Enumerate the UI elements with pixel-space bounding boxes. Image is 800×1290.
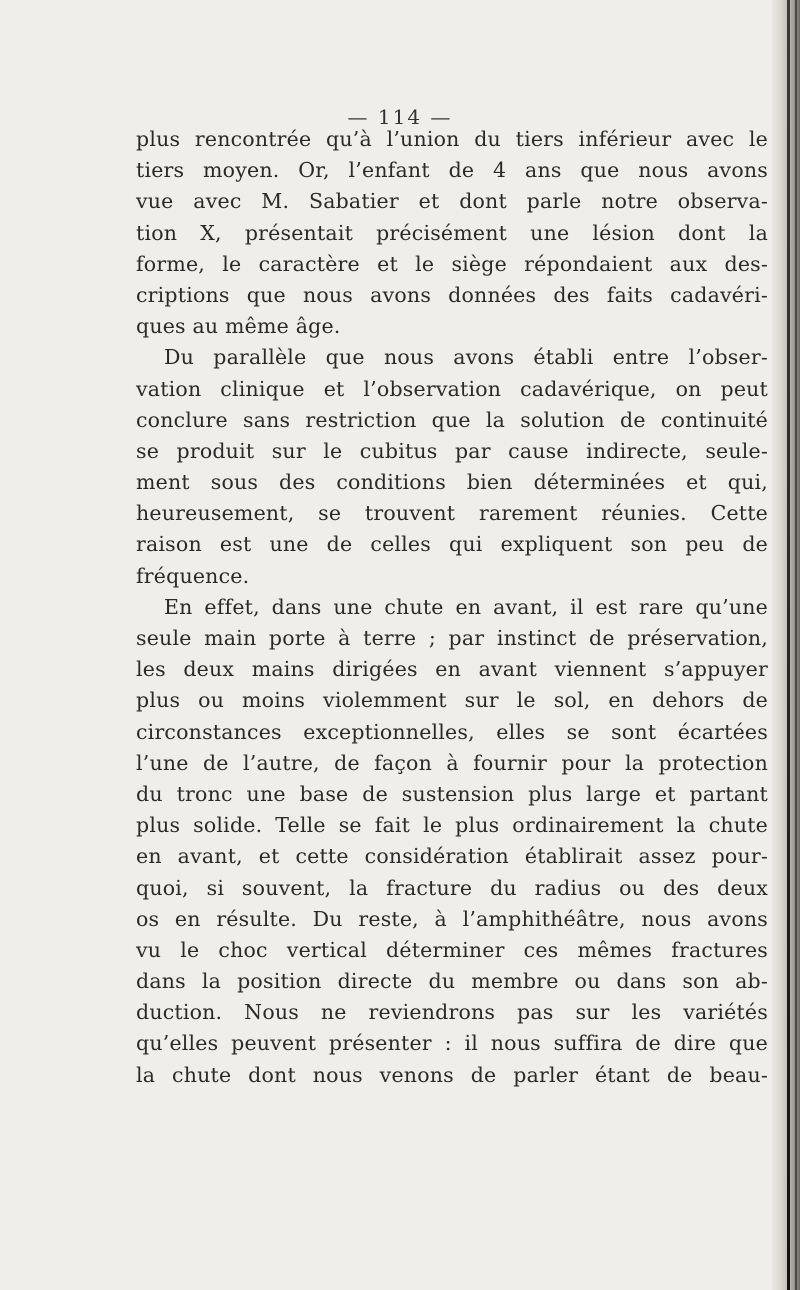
text-line: raison est une de celles qui expliquent son peu de [136, 532, 768, 557]
text-line: plus ou moins violemment sur le sol, en dehors de [136, 688, 768, 713]
text-line: forme, le caractère et le siège répondaient aux des- [136, 251, 768, 276]
binding-edge-line-outer [795, 0, 797, 1290]
text-line: criptions que nous avons données des faits cadavéri- [136, 282, 768, 307]
text-line: ment sous des conditions bien déterminées et qui, [136, 470, 768, 495]
text-line: fréquence. [136, 563, 250, 588]
text-line: plus solide. Telle se fait le plus ordinairement la chute [136, 813, 768, 838]
text-line: dans la position directe du membre ou dans son ab- [136, 969, 768, 994]
body-text [136, 124, 768, 1091]
text-line: Du parallèle que nous avons établi entre l’obser- [164, 345, 768, 370]
text-line: quoi, si souvent, la fracture du radius ou des deux [136, 875, 768, 900]
text-line: heureusement, se trouvent rarement réunies. Cette [136, 501, 768, 526]
text-line: tiers moyen. Or, l’enfant de 4 ans que nous avons [136, 158, 768, 183]
text-line: vu le choc vertical déterminer ces mêmes fractures [136, 937, 768, 962]
text-line: l’une de l’autre, de façon à fournir pour la protection [136, 750, 768, 775]
text-line: duction. Nous ne reviendrons pas sur les variétés [136, 1000, 768, 1025]
text-line: ques au même âge. [136, 314, 341, 339]
page-number: — 114 — [347, 105, 453, 129]
text-line: qu’elles peuvent présenter : il nous suffira de dire que [136, 1031, 768, 1056]
text-line: vue avec M. Sabatier et dont parle notre observa- [136, 189, 768, 214]
text-line: os en résulte. Du reste, à l’amphithéâtre, nous avons [136, 906, 768, 931]
text-line: les deux mains dirigées en avant viennent s’appuyer [136, 657, 768, 682]
text-line: circonstances exceptionnelles, elles se sont écartées [136, 719, 768, 744]
text-line: En effet, dans une chute en avant, il est rare qu’une [164, 594, 768, 619]
text-line: conclure sans restriction que la solution de continuité [136, 407, 768, 432]
text-line: la chute dont nous venons de parler étant de beau- [136, 1062, 768, 1087]
text-line: du tronc une base de sustension plus large et partant [136, 781, 768, 806]
text-line: tion X, présentait précisément une lésion dont la [136, 220, 768, 245]
text-line: se produit sur le cubitus par cause indirecte, seule- [136, 438, 768, 463]
text-line: en avant, et cette considération établirait assez pour- [136, 844, 768, 869]
text-line: seule main porte à terre ; par instinct de préservation, [136, 626, 768, 650]
text-line: vation clinique et l’observation cadavérique, on peut [136, 376, 768, 401]
text-line: plus rencontrée qu’à l’union du tiers inférieur avec le [136, 127, 768, 151]
binding-edge-line [787, 0, 790, 1290]
